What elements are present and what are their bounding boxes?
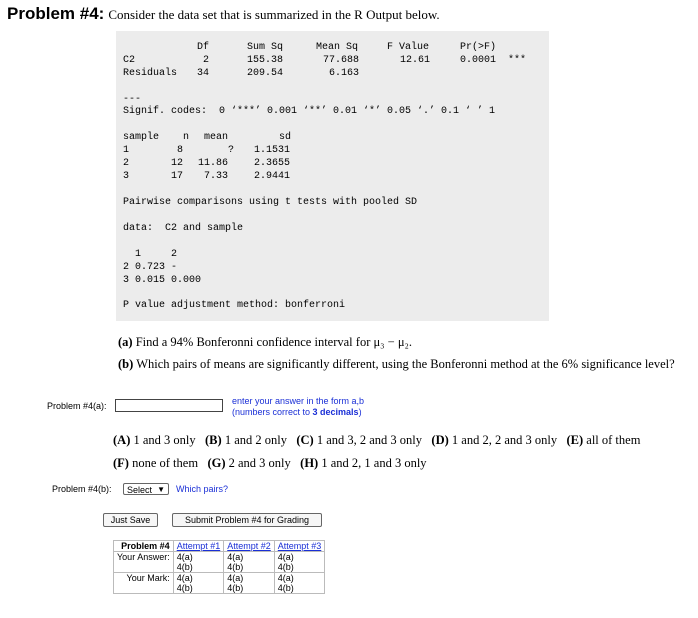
hint-line-1: enter your answer in the form a,b [232, 396, 365, 406]
answer-a-label: Problem #4(a): [47, 401, 107, 411]
submit-button[interactable]: Submit Problem #4 for Grading [172, 513, 322, 527]
sample-header-mean: mean [204, 132, 229, 143]
answer-b-label: Problem #4(b): [52, 484, 112, 494]
attempt-2-link[interactable]: Attempt #2 [227, 541, 271, 551]
problem-number: Problem #4: [7, 4, 105, 23]
sample-cell: ? [228, 145, 235, 156]
anova-row-meansq: 77.688 [323, 55, 360, 66]
sample-cell: 7.33 [204, 171, 229, 182]
problem-intro: Consider the data set that is summarized in the R Output below. [108, 7, 440, 22]
problem-header [7, 4, 440, 24]
sample-cell: 2.3655 [254, 158, 291, 169]
anova-row-stars: *** [508, 55, 527, 66]
sample-header-sample: sample [123, 132, 160, 143]
anova-header-fvalue: F Value [387, 42, 430, 53]
pairwise-matrix-line: 3 0.015 0.000 [123, 275, 202, 286]
attempt-1-link[interactable]: Attempt #1 [176, 541, 221, 551]
anova-row-pr: 0.0001 [460, 55, 497, 66]
sample-cell: 17 [171, 171, 184, 182]
dashes: --- [123, 94, 142, 105]
anova-row-df: 2 [203, 55, 210, 66]
sample-cell: 12 [171, 158, 184, 169]
anova-row-fvalue: 12.61 [400, 55, 431, 66]
sample-cell: 1 [123, 145, 130, 156]
sample-cell: 2 [123, 158, 130, 169]
attempts-problem-label: Problem #4 [121, 541, 170, 551]
sample-cell: 3 [123, 171, 130, 182]
adjustment-method: P value adjustment method: bonferroni [123, 300, 346, 311]
anova-row-df: 34 [197, 68, 210, 79]
signif-codes: Signif. codes: 0 ‘***’ 0.001 ‘**’ 0.01 ‘*’ 0.05 ‘.’ 0.1 ‘ ’ 1 [123, 106, 496, 117]
just-save-button[interactable]: Just Save [103, 513, 158, 527]
question-b [118, 357, 675, 372]
question-a-label: (a) [118, 335, 133, 349]
chevron-down-icon: ▼ [157, 485, 165, 494]
pairwise-data-line: data: C2 and sample [123, 223, 244, 234]
table-row: Your Answer: 4(a) 4(b) 4(a) 4(b) 4(a) 4(b) [114, 552, 325, 573]
pairwise-matrix-line: 2 0.723 - [123, 262, 178, 273]
your-mark-label: Your Mark: [114, 573, 174, 594]
pairwise-matrix-line: 1 2 [123, 249, 178, 260]
pairwise-title: Pairwise comparisons using t tests with pooled SD [123, 197, 418, 208]
anova-header-meansq: Mean Sq [316, 42, 359, 53]
answer-b-select[interactable] [123, 483, 169, 495]
choices-line-1: (A) 1 and 3 only (B) 1 and 2 only (C) 1 and 3, 2 and 3 only (D) 1 and 2, 2 and 3 only (E) all of them [113, 433, 641, 447]
answer-a-hint [232, 396, 364, 418]
anova-row-name: C2 [123, 55, 136, 66]
sample-header-sd: sd [279, 132, 292, 143]
answer-b-prompt: Which pairs? [176, 484, 229, 494]
hint-line-2: (numbers correct to 3 decimals) [232, 407, 362, 417]
anova-header-pr: Pr(>F) [460, 42, 497, 53]
question-a [118, 335, 412, 350]
your-answer-label: Your Answer: [114, 552, 174, 573]
question-b-text: Which pairs of means are significantly different, using the Bonferonni method at the 6% significance level? [136, 357, 675, 371]
select-value: Select [127, 485, 153, 495]
anova-row-sumsq: 209.54 [247, 68, 284, 79]
anova-row-sumsq: 155.38 [247, 55, 284, 66]
r-output-box [116, 31, 549, 321]
attempts-table [113, 540, 325, 594]
sample-cell: 2.9441 [254, 171, 291, 182]
table-row [114, 541, 325, 552]
sample-cell: 11.86 [198, 158, 229, 169]
sample-header-n: n [183, 132, 190, 143]
attempt-3-link[interactable]: Attempt #3 [277, 541, 322, 551]
answer-a-input[interactable] [115, 399, 223, 412]
question-b-label: (b) [118, 357, 134, 371]
choices-line-2: (F) none of them (G) 2 and 3 only (H) 1 and 2, 1 and 3 only [113, 456, 427, 470]
sample-cell: 8 [177, 145, 184, 156]
anova-header-df: Df [197, 42, 210, 53]
sample-cell: 1.1531 [254, 145, 291, 156]
question-a-text: Find a 94% Bonferonni confidence interval for μ₃ − μ₂. [135, 335, 413, 349]
anova-row-name: Residuals [123, 68, 178, 79]
anova-row-meansq: 6.163 [329, 68, 360, 79]
table-row: Your Mark: 4(a) 4(b) 4(a) 4(b) 4(a) 4(b) [114, 573, 325, 594]
anova-header-sumsq: Sum Sq [247, 42, 284, 53]
